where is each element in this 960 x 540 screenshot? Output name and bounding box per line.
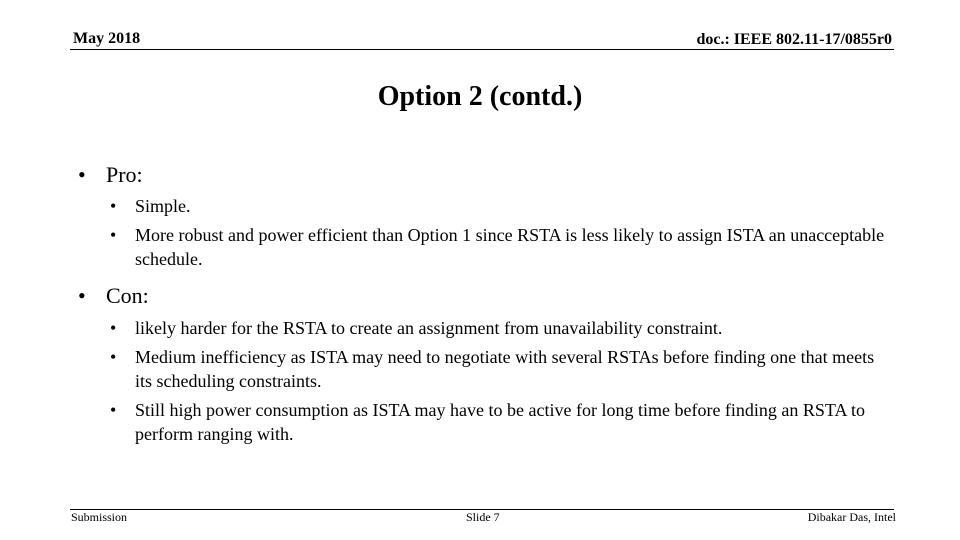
slide-body (78, 160, 888, 451)
bullet-icon: • (110, 400, 117, 420)
list-item-text: Simple. (135, 196, 191, 216)
header-doc-id: doc.: IEEE 802.11-17/0855r0 (696, 31, 892, 48)
list-item-text: likely harder for the RSTA to create an assignment from unavailability constraint. (135, 318, 723, 338)
list-item (78, 398, 888, 446)
bullet-pro (78, 160, 888, 190)
list-item (78, 345, 888, 393)
pro-list (78, 194, 888, 271)
bullet-icon: • (78, 162, 86, 187)
list-item (78, 316, 888, 340)
con-list (78, 316, 888, 446)
bullet-icon: • (110, 225, 117, 245)
bullet-icon: • (78, 283, 86, 308)
footer-author: Dibakar Das, Intel (807, 510, 896, 524)
bullet-con (78, 281, 888, 311)
header-date: May 2018 (73, 30, 141, 47)
list-item-text: More robust and power efficient than Option 1 since RSTA is less likely to assign ISTA an unacceptable schedule. (135, 225, 885, 269)
slide-title: Option 2 (contd.) (377, 81, 583, 112)
pro-section (78, 160, 888, 271)
footer-slide-number: Slide 7 (466, 510, 500, 524)
bullet-icon: • (110, 347, 117, 367)
con-section (78, 281, 888, 446)
list-item-text: Medium inefficiency as ISTA may need to negotiate with several RSTAs before finding one that meets its scheduling constraints. (135, 347, 875, 391)
list-item-text: Still high power consumption as ISTA may have to be active for long time before finding an RSTA to perform ranging with. (135, 400, 865, 444)
con-label: Con: (106, 283, 149, 308)
header-divider (70, 49, 894, 50)
bullet-icon: • (110, 196, 117, 216)
list-item (78, 223, 888, 271)
footer-submission: Submission (71, 510, 128, 524)
bullet-icon: • (110, 318, 117, 338)
pro-label: Pro: (106, 162, 143, 187)
list-item (78, 194, 888, 218)
